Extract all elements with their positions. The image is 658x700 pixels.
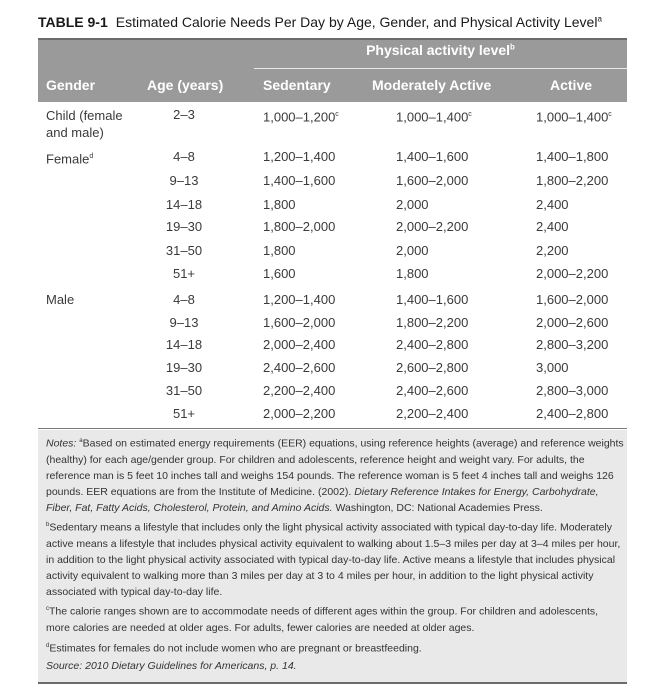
age-cell: [144, 149, 224, 164]
age-cell-text: 9–13: [169, 315, 199, 330]
sedentary-cell: [263, 337, 335, 352]
note-b: [46, 517, 624, 600]
age-cell: [144, 243, 224, 258]
sedentary-cell: [263, 243, 296, 258]
moderately-active-cell: [396, 337, 468, 352]
sedentary-cell-text: 2,400–2,600: [263, 360, 336, 375]
sedentary-cell-text: 1,800: [263, 243, 296, 258]
sedentary-cell-text: 1,000–1,200: [263, 109, 336, 125]
sedentary-cell: [263, 406, 335, 421]
column-header-sedentary: Sedentary: [263, 77, 331, 93]
note-d: [46, 638, 624, 657]
active-cell: [536, 243, 569, 258]
gender-cell: [46, 292, 74, 307]
active-cell-text: 3,000: [536, 360, 569, 375]
active-cell-text: 1,400–1,800: [536, 149, 609, 164]
active-cell: [536, 107, 612, 124]
sedentary-cell-footnote-marker: c: [335, 111, 339, 118]
moderately-active-cell: [396, 149, 468, 164]
note-a-marker: a: [79, 438, 83, 444]
sedentary-cell-text: 1,400–1,600: [263, 173, 336, 188]
active-cell: [536, 197, 569, 212]
age-cell-text: 14–18: [165, 337, 203, 352]
age-cell-text: 14–18: [165, 197, 203, 212]
sedentary-cell-text: 1,800–2,000: [263, 219, 336, 234]
moderately-active-cell: [396, 107, 472, 124]
table-title: [38, 14, 602, 30]
moderately-active-cell-text: 1,800–2,200: [396, 315, 469, 330]
title-footnote-marker: a: [597, 14, 602, 24]
gender-cell: [46, 149, 93, 166]
source-text: Source: 2010 Dietary Guidelines for Americans, p. 14.: [46, 660, 297, 672]
age-cell-text: 4–8: [173, 292, 195, 307]
age-cell-text: 51+: [172, 266, 196, 281]
active-cell: [536, 406, 608, 421]
moderately-active-cell-text: 2,200–2,400: [396, 406, 469, 421]
age-cell: [144, 360, 224, 375]
moderately-active-cell: [396, 292, 468, 307]
moderately-active-cell-footnote-marker: c: [468, 111, 472, 118]
moderately-active-cell-text: 1,000–1,400: [396, 109, 469, 125]
moderately-active-cell-text: 1,600–2,000: [396, 173, 469, 188]
moderately-active-cell: [396, 243, 429, 258]
active-cell-footnote-marker: c: [608, 111, 612, 118]
active-cell: [536, 337, 608, 352]
active-cell: [536, 149, 608, 164]
active-cell: [536, 383, 608, 398]
bottom-rule: [38, 682, 627, 684]
notes-label: Notes:: [46, 437, 77, 450]
note-c-marker: c: [46, 606, 49, 612]
age-cell-text: 19–30: [165, 360, 203, 375]
sedentary-cell: [263, 266, 296, 281]
activity-level-group-header: [254, 42, 627, 58]
table-title-text: Estimated Calorie Needs Per Day by Age, Gender, and Physical Activity Level: [115, 14, 598, 30]
age-cell-text: 19–30: [165, 219, 203, 234]
sedentary-cell: [263, 360, 335, 375]
active-cell-text: 2,400–2,800: [536, 406, 609, 421]
moderately-active-cell: [396, 266, 429, 281]
moderately-active-cell: [396, 315, 468, 330]
sedentary-cell-text: 1,200–1,400: [263, 292, 336, 307]
age-cell: [144, 406, 224, 421]
age-cell: [144, 383, 224, 398]
note-a: [46, 433, 624, 516]
note-c: [46, 601, 624, 636]
active-cell-text: 2,800–3,200: [536, 337, 609, 352]
sedentary-cell-text: 1,600: [263, 266, 296, 281]
gender-cell: [46, 107, 146, 141]
column-header-age: Age (years): [147, 77, 224, 93]
active-cell: [536, 360, 569, 375]
moderately-active-cell-text: 1,400–1,600: [396, 292, 469, 307]
moderately-active-cell-text: 2,000: [396, 243, 429, 258]
moderately-active-cell-text: 2,600–2,800: [396, 360, 469, 375]
age-cell-text: 51+: [172, 406, 196, 421]
sedentary-cell: [263, 107, 339, 124]
activity-level-footnote-marker: b: [510, 42, 515, 52]
table-number: TABLE 9-1: [38, 14, 108, 30]
sedentary-cell: [263, 149, 335, 164]
moderately-active-cell: [396, 197, 429, 212]
active-cell: [536, 173, 608, 188]
age-cell-text: 4–8: [173, 149, 195, 164]
active-cell: [536, 266, 608, 281]
age-cell: [144, 315, 224, 330]
moderately-active-cell-text: 2,400–2,600: [396, 383, 469, 398]
active-cell: [536, 292, 608, 307]
active-cell-text: 1,000–1,400: [536, 109, 609, 125]
moderately-active-cell-text: 1,400–1,600: [396, 149, 469, 164]
age-cell-text: 31–50: [165, 383, 203, 398]
age-cell: [144, 219, 224, 234]
age-cell: [144, 107, 224, 122]
note-c-text: The calorie ranges shown are to accommodate needs of different ages within the group. For children and adolescents, more calories are needed at older ages. For adults, fewer calories are needed at older ages.: [46, 605, 599, 634]
sedentary-cell: [263, 197, 296, 212]
sedentary-cell: [263, 219, 335, 234]
age-cell: [144, 292, 224, 307]
active-cell-text: 2,400: [536, 219, 569, 234]
note-a-citation-title: Dietary Reference Intakes for Energy, Carbohydrate, Fiber, Fat, Fatty Acids, Cholesterol, Protein, and Amino Acids.: [46, 485, 599, 514]
age-cell-text: 9–13: [169, 173, 199, 188]
gender-cell-text: Female: [46, 151, 90, 167]
active-cell-text: 2,000–2,600: [536, 315, 609, 330]
moderately-active-cell: [396, 219, 468, 234]
age-cell-text: 31–50: [165, 243, 203, 258]
activity-level-label: Physical activity level: [366, 42, 511, 58]
active-cell: [536, 315, 608, 330]
age-cell: [144, 197, 224, 212]
moderately-active-cell: [396, 360, 468, 375]
age-cell: [144, 266, 224, 281]
group-header-divider: [254, 68, 627, 69]
moderately-active-cell-text: 2,000: [396, 197, 429, 212]
note-b-text: Sedentary means a lifestyle that includes only the light physical activity associated with typical day-to-day life. Moderately active means a lifestyle that includes physical activity equivalent to walking about 1.5–3 miles per day at 3–4 miles per hour, in addition to the light physical activity associated with typical day-to-day life. Active means a lifestyle that includes physical activity equivalent to walking more than 3 miles per day at 3 to 4 miles per hour, in addition to the light physical activity associated with typical day-to-day life.: [46, 521, 621, 598]
sedentary-cell-text: 1,200–1,400: [263, 149, 336, 164]
moderately-active-cell-text: 1,800: [396, 266, 429, 281]
active-cell-text: 1,800–2,200: [536, 173, 609, 188]
moderately-active-cell: [396, 383, 468, 398]
age-cell-text: 2–3: [173, 107, 195, 122]
age-cell: [144, 337, 224, 352]
column-header-active: Active: [550, 77, 593, 93]
note-a-publisher: Washington, DC: National Academies Press.: [335, 501, 543, 514]
sedentary-cell: [263, 383, 335, 398]
column-header-moderately-active: Moderately Active: [372, 77, 492, 93]
gender-cell-text: Child (female and male): [46, 108, 123, 140]
sedentary-cell-text: 2,000–2,400: [263, 337, 336, 352]
gender-cell-footnote-marker: d: [89, 153, 94, 160]
sedentary-cell: [263, 173, 335, 188]
sedentary-cell-text: 2,000–2,200: [263, 406, 336, 421]
active-cell-text: 2,200: [536, 243, 569, 258]
active-cell-text: 2,000–2,200: [536, 266, 609, 281]
active-cell-text: 2,800–3,000: [536, 383, 609, 398]
moderately-active-cell: [396, 406, 468, 421]
active-cell-text: 2,400: [536, 197, 569, 212]
note-d-marker: d: [46, 643, 50, 649]
moderately-active-cell: [396, 173, 468, 188]
column-header-gender: Gender: [46, 77, 96, 93]
gender-cell-text: Male: [46, 292, 75, 307]
note-d-text: Estimates for females do not include women who are pregnant or breastfeeding.: [49, 642, 422, 655]
note-a-text: Based on estimated energy requirements (EER) equations, using reference heights (average) and reference weights (healthy) for each age/gender group. For children and adolescents, reference height and weight vary. For adults, the reference man is 5 feet 10 inches tall and weighs 154 pounds. The reference woman is 5 feet 4 inches tall and weighs 126 pounds. EER equations are from the Institute of Medicine. (2002).: [46, 437, 624, 498]
active-cell: [536, 219, 569, 234]
notes-rule: [38, 428, 627, 429]
sedentary-cell-text: 1,600–2,000: [263, 315, 336, 330]
active-cell-text: 1,600–2,000: [536, 292, 609, 307]
sedentary-cell-text: 2,200–2,400: [263, 383, 336, 398]
sedentary-cell: [263, 292, 335, 307]
sedentary-cell-text: 1,800: [263, 197, 296, 212]
moderately-active-cell-text: 2,000–2,200: [396, 219, 469, 234]
age-cell: [144, 173, 224, 188]
moderately-active-cell-text: 2,400–2,800: [396, 337, 469, 352]
note-b-marker: b: [46, 522, 50, 528]
sedentary-cell: [263, 315, 335, 330]
source-note: [46, 658, 624, 674]
